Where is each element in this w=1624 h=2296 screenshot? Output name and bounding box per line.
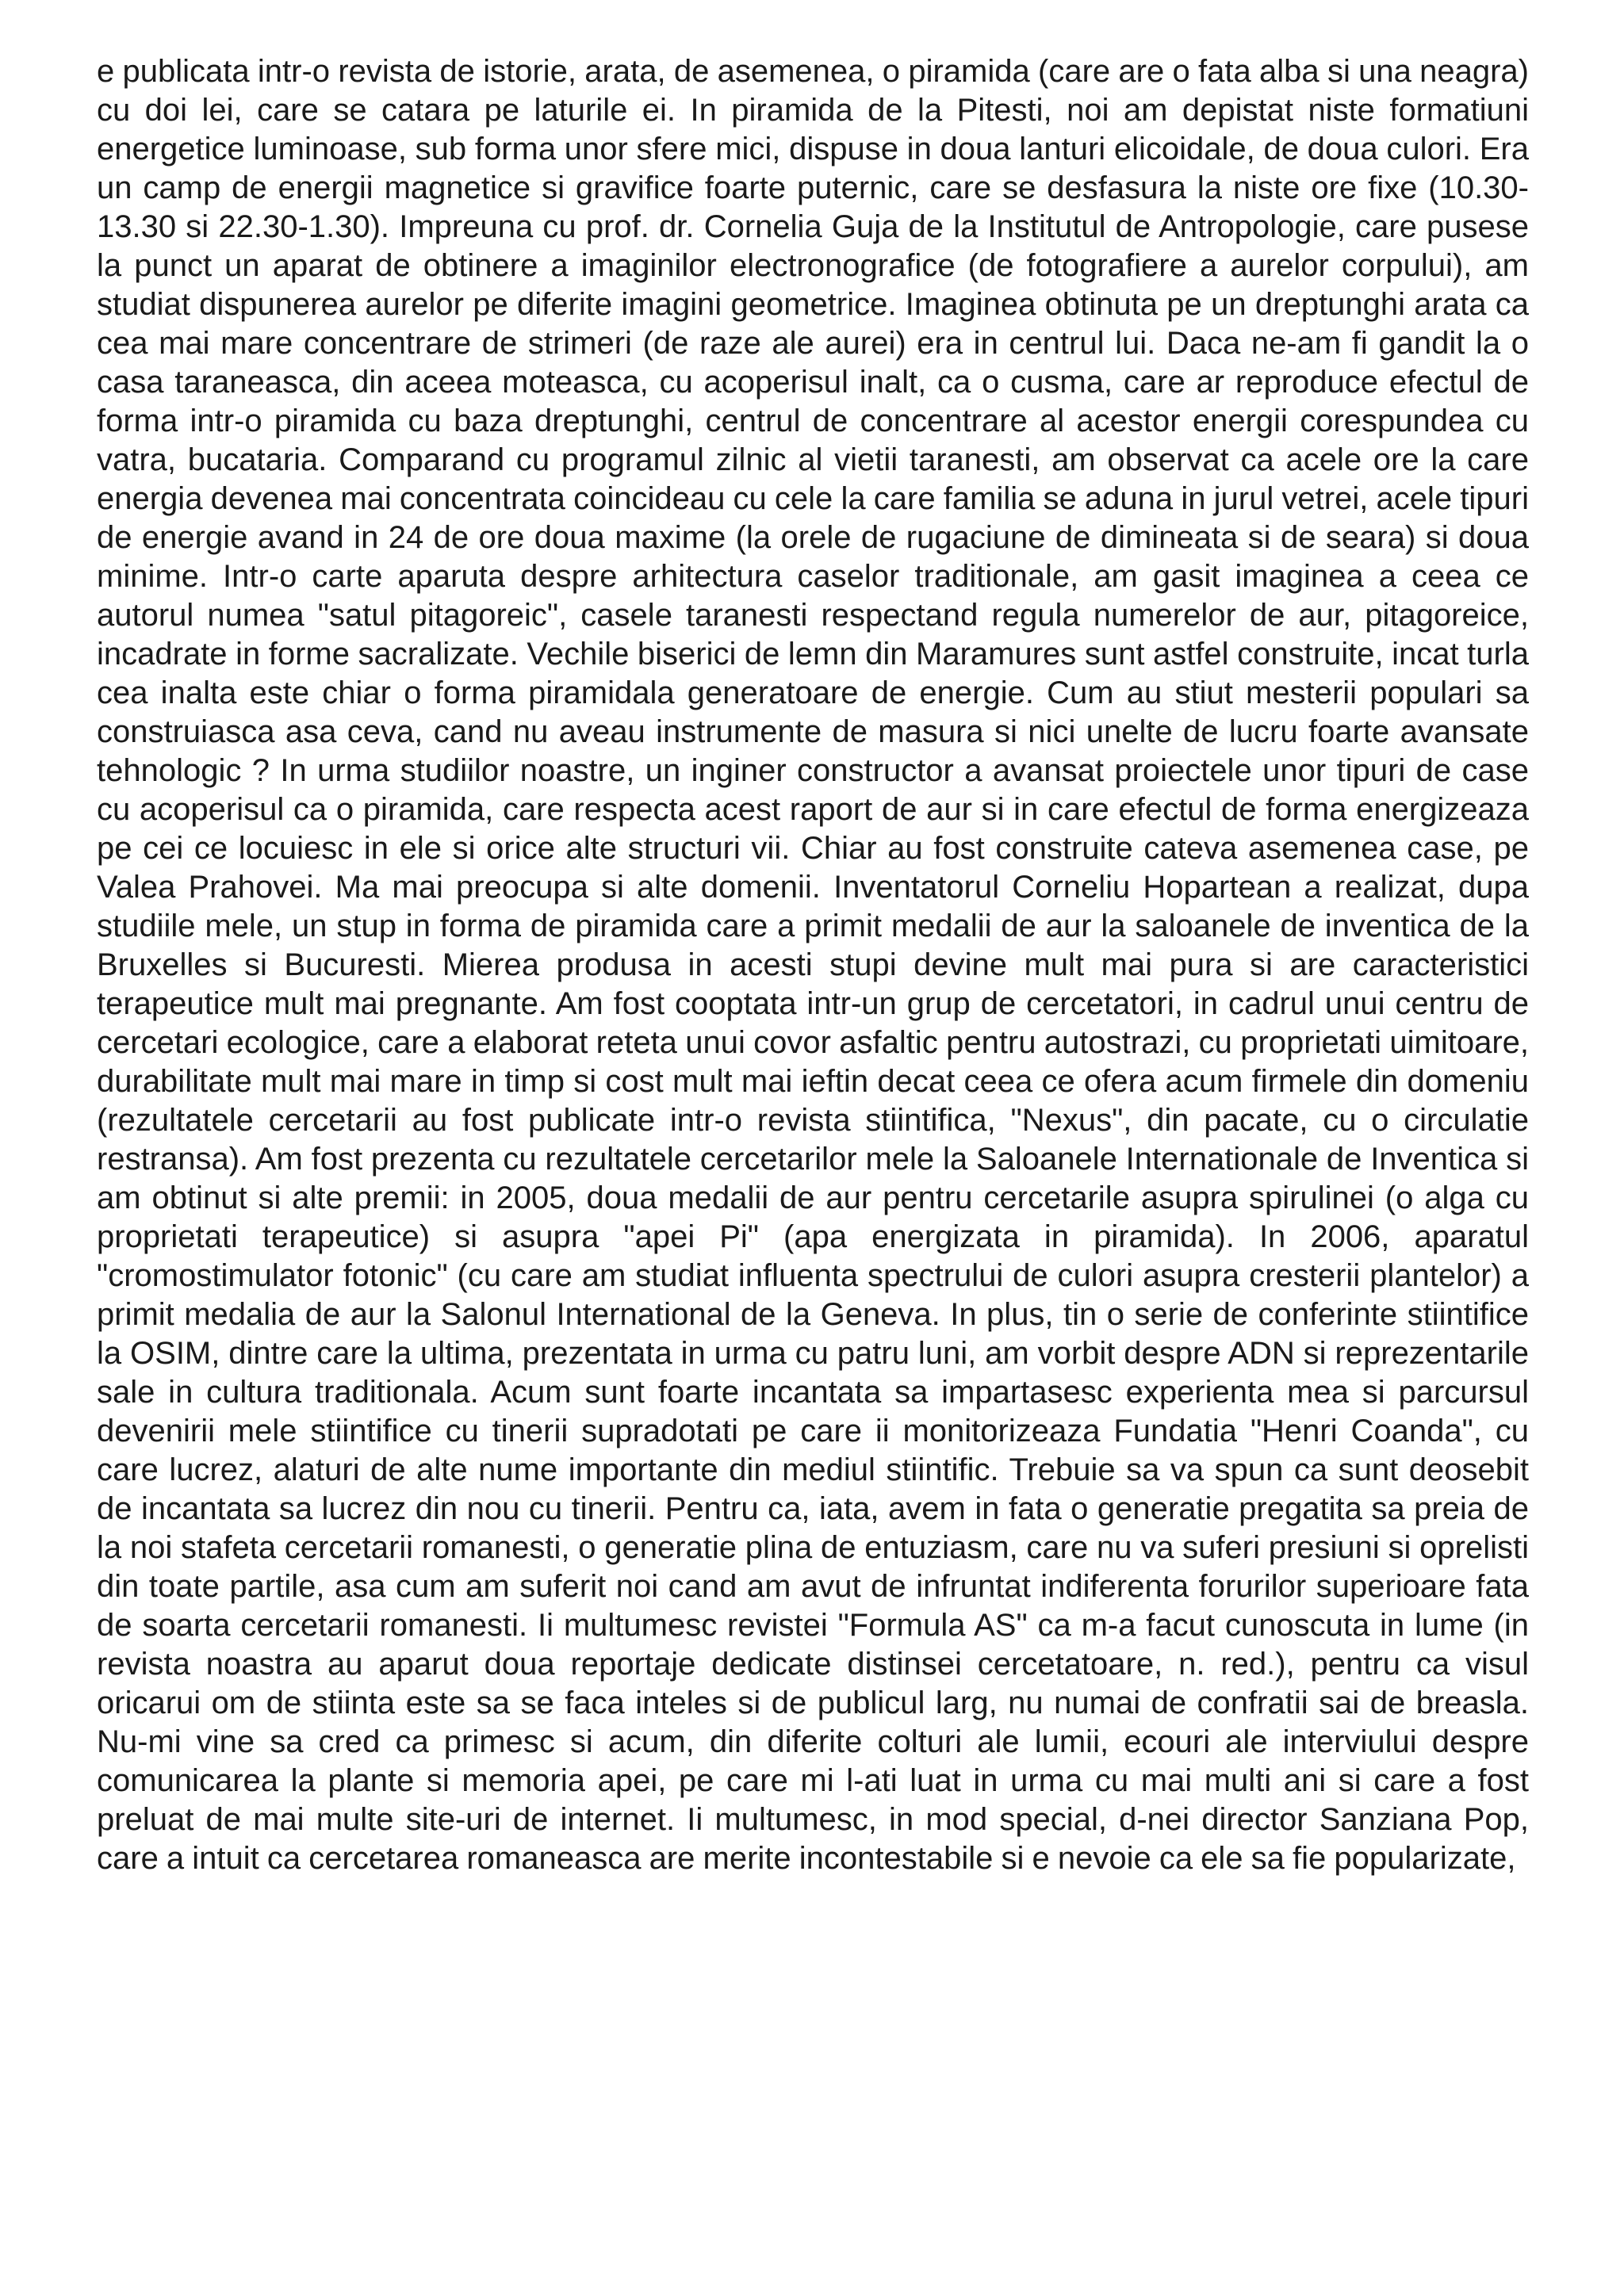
body-paragraph: e publicata intr-o revista de istorie, arata, de asemenea, o piramida (care are o fata alba si una neagra) cu doi lei, care se catara pe laturile ei. In piramida de la Pitesti, noi am depistat niste formatiuni energetice luminoase, sub forma unor sfere mici, dispuse in doua lanturi elicoidale, de doua culori. Era un camp de energii magnetice si gravifice foarte puternic, care se desfasura la niste ore fixe (10.30-13.30 si 22.30-1.30). Impreuna cu prof. dr. Cornelia Guja de la Institutul de Antropologie, care pusese la punct un aparat de obtinere a imaginilor electronografice (de fotografiere a aurelor corpului), am studiat dispunerea aurelor pe diferite imagini geometrice. Imaginea obtinuta pe un dreptunghi arata ca cea mai mare concentrare de strimeri (de raze ale aurei) era in centrul lui. Daca ne-am fi gandit la o casa taraneasca, din aceea moteasca, cu acoperisul inalt, ca o cusma, care ar reproduce efectul de forma intr-o piramida cu baza dreptunghi, centrul de concentrare al acestor energii corespundea cu vatra, bucataria. Comparand cu programul zilnic al vietii taranesti, am observat ca acele ore la care energia devenea mai concentrata coincideau cu cele la care familia se aduna in jurul vetrei, acele tipuri de energie avand in 24 de ore doua maxime (la orele de rugaciune de dimineata si de seara) si doua minime. Intr-o carte aparuta despre arhitectura caselor traditionale, am gasit imaginea a ceea ce autorul numea "satul pitagoreic", casele taranesti respectand regula numerelor de aur, pitagoreice, incadrate in forme sacralizate. Vechile biserici de lemn din Maramures sunt astfel construite, incat turla cea inalta este chiar o forma piramidala generatoare de energie. Cum au stiut mesterii populari sa construiasca asa ceva, cand nu aveau instrumente de masura si nici unelte de lucru foarte avansate tehnologic ? In urma studiilor noastre, un inginer constructor a avansat proiectele unor tipuri de case cu acoperisul ca o piramida, care respecta acest raport de aur si in care efectul de forma energizeaza pe cei ce locuiesc in ele si orice alte structuri vii. Chiar au fost construite cateva asemenea case, pe Valea Prahovei. Ma mai preocupa si alte domenii. Inventatorul Corneliu Hopartean a realizat, dupa studiile mele, un stup in forma de piramida care a primit medalii de aur la saloanele de inventica de la Bruxelles si Bucuresti. Mierea produsa in acesti stupi devine mult mai pura si are caracteristici terapeutice mult mai pregnante. Am fost cooptata intr-un grup de cercetatori, in cadrul unui centru de cercetari ecologice, care a elaborat reteta unui covor asfaltic pentru autostrazi, cu proprietati uimitoare, durabilitate mult mai mare in timp si cost mult mai ieftin decat ceea ce ofera acum firmele din domeniu (rezultatele cercetarii au fost publicate intr-o revista stiintifica, "Nexus", din pacate, cu o circulatie restransa). Am fost prezenta cu rezultatele cercetarilor mele la Saloanele Internationale de Inventica si am obtinut si alte premii: in 2005, doua medalii de aur pentru cercetarile asupra spirulinei (o alga cu proprietati terapeutice) si asupra "apei Pi" (apa energizata in piramida). In 2006, aparatul "cromostimulator fotonic" (cu care am studiat influenta spectrului de culori asupra cresterii plantelor) a primit medalia de aur la Salonul International de la Geneva. In plus, tin o serie de conferinte stiintifice la OSIM, dintre care la ultima, prezentata in urma cu patru luni, am vorbit despre ADN si reprezentarile sale in cultura traditionala. Acum sunt foarte incantata sa impartasesc experienta mea si parcursul devenirii mele stiintifice cu tinerii supradotati pe care ii monitorizeaza Fundatia "Henri Coanda", cu care lucrez, alaturi de alte nume importante din mediul stiintific. Trebuie sa va spun ca sunt deosebit de incantata sa lucrez din nou cu tinerii. Pentru ca, iata, avem in fata o generatie pregatita sa preia de la noi stafeta cercetarii romanesti, o generatie plina de entuziasm, care nu va suferi presiuni si oprelisti din toate partile, asa cum am suferit noi cand am avut de infruntat indiferenta forurilor superioare fata de soarta cercetarii romanesti. Ii multumesc revistei "Formula AS" ca m-a facut cunoscuta in lume (in revista noastra au aparut doua reportaje dedicate distinsei cercetatoare, n. red.), pentru ca visul oricarui om de stiinta este sa se faca inteles si de publicul larg, nu numai de confratii sai de breasla. Nu-mi vine sa cred ca primesc si acum, din diferite colturi ale lumii, ecouri ale interviului despre comunicarea la plante si memoria apei, pe care mi l-ati luat in urma cu mai multi ani si care a fost preluat de mai multe site-uri de internet. Ii multumesc, in mod special, d-nei director Sanziana Pop, care a intuit ca cercetarea romaneasca are merite incontestabile si e nevoie ca ele sa fie popularizate, (97, 54, 1529, 1876)
